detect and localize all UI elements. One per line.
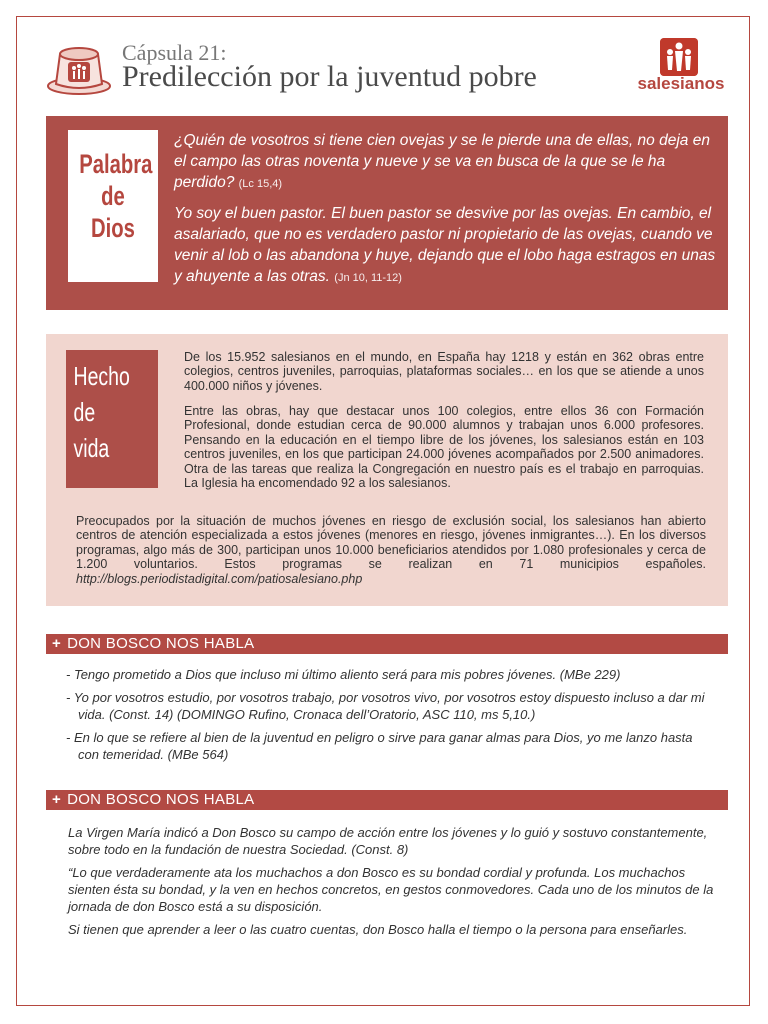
page-title: Predilección por la juventud pobre bbox=[122, 60, 537, 93]
section-2-title: DON BOSCO NOS HABLA bbox=[67, 791, 255, 808]
plus-icon: + bbox=[52, 635, 62, 652]
quote-item: - Tengo prometido a Dios que incluso mi último aliento será para mis pobres jóvenes. (MBe 229) bbox=[66, 667, 621, 682]
hecho-de-vida-section bbox=[46, 334, 728, 606]
brand-name: salesianos bbox=[637, 74, 725, 93]
quote-item: - Yo por vosotros estudio, por vosotros trabajo, por vosotros vivo, por vosotros estoy dispuesto incluso a dar mi vida. (Const. 14) (DOMINGO Rufino, Cronaca dell’Oratorio, ASC 110, ms 5,10.) bbox=[66, 690, 705, 722]
hecho-label-line1: Hecho bbox=[73, 361, 130, 391]
palabra-p1-cite: (Lc 15,4) bbox=[238, 178, 283, 190]
quote-item: Si tienen que aprender a leer o las cuatro cuentas, don Bosco halla el tiempo o la persona para enseñarles. bbox=[68, 922, 688, 937]
palabra-de-dios-section bbox=[46, 116, 728, 310]
plus-icon: + bbox=[52, 791, 62, 808]
salesianos-logo-icon bbox=[660, 38, 698, 76]
quote-item: - En lo que se refiere al bien de la juventud en peligro o sirve para ganar almas para Dios, yo me lanzo hasta con temeridad. (MBe 564) bbox=[66, 730, 693, 762]
palabra-paragraph-1 bbox=[174, 130, 716, 195]
hecho-paragraph-2: Entre las obras, hay que destacar unos 100 colegios, entre ellos 36 con Formación Profesional, donde estudian cerca de 90.000 alumnos y trabajan unos 6.000 profesores. Pensando en la educación en el tiempo libre de los jóvenes, los salesianos están en 103 centros juveniles, en los que participan 24.000 jóvenes acompañados por 2.500 animadores. Otra de las tareas que realiza la Congregación en nuestro país es el trabajo en parroquias. La Iglesia ha encomendado 92 a los salesianos. bbox=[184, 404, 704, 491]
section-1-title: DON BOSCO NOS HABLA bbox=[67, 635, 255, 652]
hecho-label-line2: de bbox=[73, 397, 96, 427]
palabra-label-line2: de Dios bbox=[91, 181, 135, 243]
hecho-paragraph-3 bbox=[76, 514, 706, 586]
don-bosco-section-2-header bbox=[46, 790, 728, 810]
hecho-label-box bbox=[66, 350, 158, 488]
don-bosco-quotes-2 bbox=[68, 824, 714, 944]
hecho-url-link[interactable]: http://blogs.periodistadigital.com/patiosalesiano.php bbox=[76, 571, 363, 586]
palabra-p2-cite: (Jn 10, 11-12) bbox=[334, 272, 402, 284]
capsule-label: Cápsula 21: bbox=[122, 40, 227, 65]
palabra-p1-text: ¿Quién de vosotros si tiene cien ovejas y se le pierde una de ellas, no deja en el campo las otras noventa y nueve y se va en busca de la que se le ha perdido? bbox=[174, 132, 710, 191]
hecho-label-line3: vida bbox=[73, 433, 110, 463]
quote-item: “Lo que verdaderamente ata los muchachos a don Bosco es su bondad cordial y profunda. Los muchachos sienten ésta su bondad, y la ven en hechos concretos, en gestos conmovedores. Cada uno de los minutos de la jornada de don Bosco está a su disposición. bbox=[68, 865, 714, 914]
don-bosco-section-1-header bbox=[46, 634, 728, 654]
don-bosco-quotes-1 bbox=[64, 666, 714, 769]
palabra-text bbox=[174, 130, 716, 297]
palabra-paragraph-2 bbox=[174, 203, 716, 289]
palabra-label-line1: Palabra bbox=[79, 149, 153, 179]
hecho-paragraph-1: De los 15.952 salesianos en el mundo, en España hay 1218 y están en 362 obras entre colegios, centros juveniles, parroquias, plataformas sociales… en los que se atiende a unos 400.000 niños y jóvenes. bbox=[184, 350, 704, 393]
hecho-p3-text: Preocupados por la situación de muchos jóvenes en riesgo de exclusión social, los salesianos han abierto centros de atención especializada a estos jóvenes (menores en riesgo, jóvenes inmigrantes…). En los diversos programas, algo más de 300, participan unos 10.000 beneficiarios atendidos por 1.080 profesionales y cerca de 1.200 voluntarios. Estos programas se realizan en 71 municipios españoles. bbox=[76, 514, 706, 572]
palabra-label-box bbox=[68, 130, 158, 282]
capsule-icon bbox=[46, 40, 112, 96]
palabra-p2-text: Yo soy el buen pastor. El buen pastor se desvive por las ovejas. En cambio, el asalariado, que no es verdadero pastor ni propietario de las ovejas, cuando ve venir al lob o las abandona y huye, dejando que el lobo haga estragos en unas y ahuyente a las otras. bbox=[174, 205, 716, 285]
quote-item: La Virgen María indicó a Don Bosco su campo de acción entre los jóvenes y lo guió y sostuvo constantemente, sobre todo en la fundación de nuestra Sociedad. (Const. 8) bbox=[68, 825, 708, 857]
